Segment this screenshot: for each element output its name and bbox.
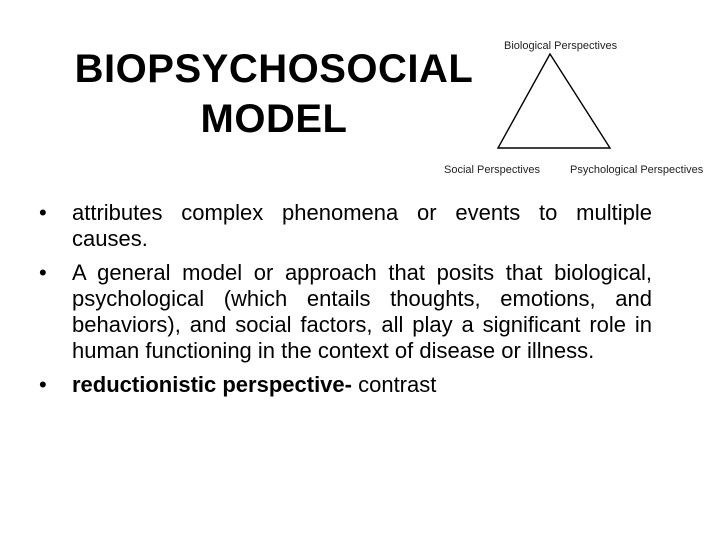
bullet-text: attributes complex phenomena or events to multiple causes. bbox=[72, 200, 652, 251]
social-perspectives-label: Social Perspectives bbox=[444, 164, 540, 176]
bullet-item bbox=[34, 260, 652, 364]
triangle-shape bbox=[498, 54, 610, 148]
biopsychosocial-triangle-diagram bbox=[432, 34, 728, 184]
bullet-item bbox=[34, 372, 652, 398]
triangle-graphic bbox=[432, 34, 728, 184]
bullet-list bbox=[34, 200, 652, 406]
psychological-perspectives-label: Psychological Perspectives bbox=[570, 164, 704, 176]
biological-perspectives-label: Biological Perspectives bbox=[504, 40, 618, 52]
bullet-glyph: • bbox=[39, 260, 47, 285]
bullet-text: A general model or approach that posits that biological, psychological (which entails thoughts, emotions, and behaviors), and social factors, all play a significant role in human functioning in the context of disease or illness. bbox=[72, 260, 652, 363]
title-line-2: MODEL bbox=[200, 97, 348, 141]
title-line-1: BIOPSYCHOSOCIAL bbox=[74, 47, 474, 91]
bullet-bold-term: reductionistic perspective- bbox=[72, 372, 352, 397]
bullet-text: contrast bbox=[351, 372, 437, 397]
bullet-glyph: • bbox=[39, 372, 47, 397]
bullet-glyph: • bbox=[39, 200, 47, 225]
bullet-item bbox=[34, 200, 652, 252]
